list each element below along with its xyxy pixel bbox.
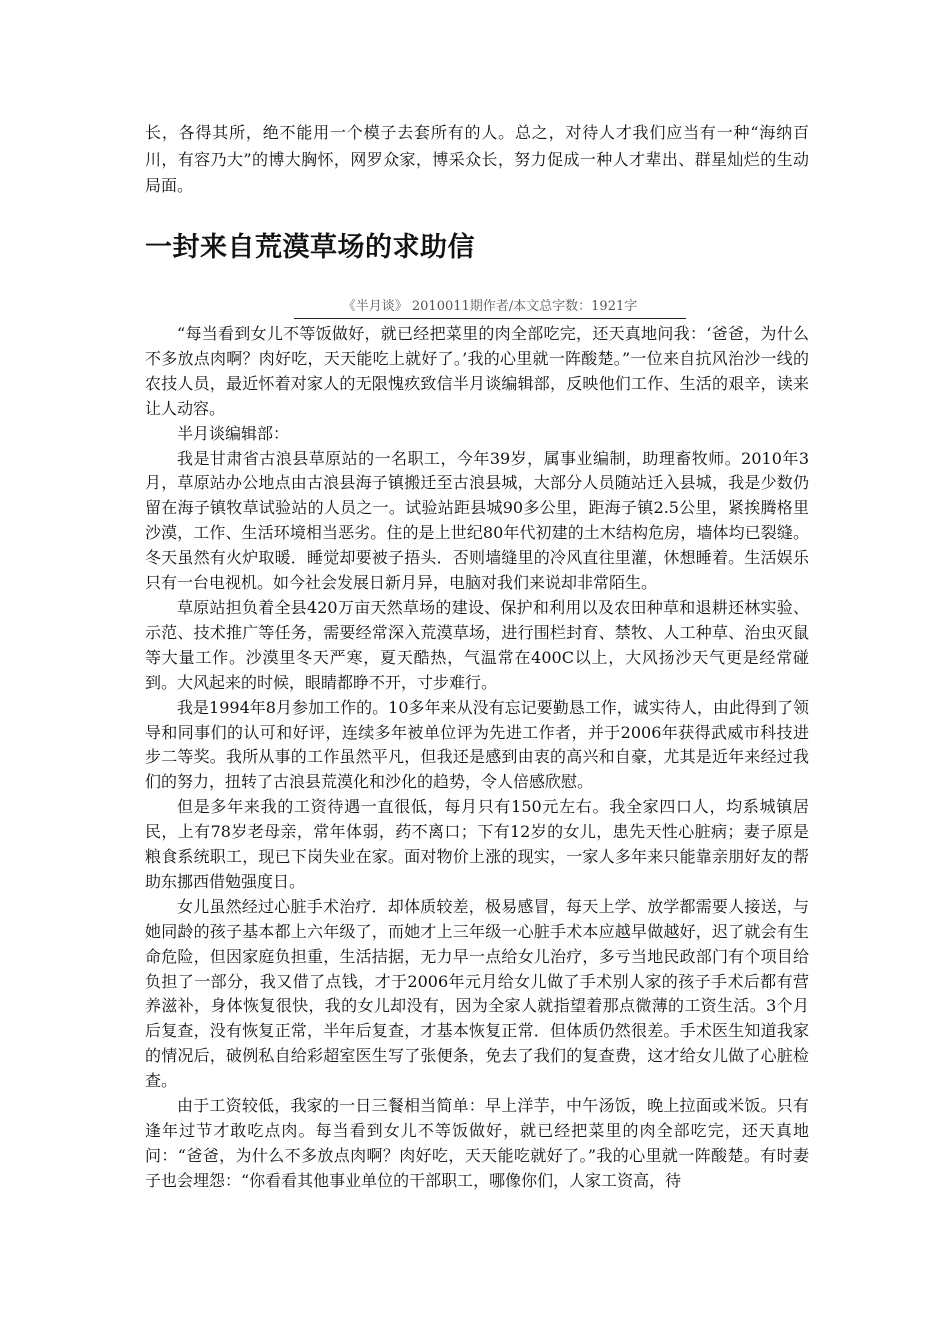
intro-paragraph: 长，各得其所，绝不能用一个模子去套所有的人。总之，对待人才我们应当有一种“海纳百川，有容乃大”的博大胸怀，网罗众家，博采众长，努力促成一种人才辈出、群星灿烂的生动局面。: [145, 123, 809, 195]
body-paragraph: 草原站担负着全县420万亩天然草场的建设、保护和利用以及农田种草和退耕还林实验、示范、技术推广等任务，需要经常深入荒漠草场，进行围栏封育、禁牧、人工种草、治虫灭鼠等大量工作。沙漠里冬天严寒，夏天酷热，气温常在400C以上，大风扬沙天气更是经常碰到。大风起来的时候，眼睛都睁不开，寸步难行。: [145, 597, 809, 692]
salutation: 半月谈编辑部：: [177, 423, 290, 443]
body-paragraph: 女儿虽然经过心脏手术治疗．却体质较差，极易感冒，每天上学、放学都需要人接送，与她同龄的孩子基本都上六年级了，而她才上三年级一心脏手术本应越早做越好，迟了就会有生命危险，但因家庭负担重，生活拮据，无力早一点给女儿治疗，多亏当地民政部门有个项目给负担了一部分，我又借了点钱，才于2006年元月给女儿做了手术别人家的孩子手术后都有营养滋补，身体恢复很快，我的女儿却没有，因为全家人就指望着那点微薄的工资生活。3个月后复查，没有恢复正常，半年后复查，才基本恢复正常．但体质仍然很差。手术医生知道我家的情况后，破例私自给彩超室医生写了张便条，免去了我们的复查费，这才给女儿做了心脏检查。: [145, 896, 809, 1091]
article-byline: 《半月谈》 2010011期作者/本文总字数：1921字: [294, 297, 686, 319]
body-paragraph: 我是甘肃省古浪县草原站的一名职工，今年39岁，属事业编制，助理畜牧师。2010年3月，草原站办公地点由古浪县海子镇搬迁至古浪县城，大部分人员随站迁入县城，我是少数仍留在海子镇牧草试验站的人员之一。试验站距县城90多公里，距海子镇2.5公里，紧挨腾格里沙漠，工作、生活环境相当恶劣。住的是上世纪80年代初建的土木结构危房，墙体均已裂缝。冬天虽然有火炉取暖．睡觉却要被子捂头．否则墙缝里的冷风直往里灌，休想睡着。生活娱乐只有一台电视机。如今社会发展日新月异，电脑对我们来说却非常陌生。: [145, 448, 809, 593]
body-paragraph: 由于工资较低，我家的一日三餐相当简单：早上洋芋，中午汤饭，晚上拉面或米饭。只有逢年过节才敢吃点肉。每当看到女儿不等饭做好，就已经把菜里的肉全部吃完，还天真地问：“爸爸，为什么不多放点肉啊？肉好吃，天天能吃就好了。”我的心里就一阵酸楚。有时妻子也会埋怨：“你看看其他事业单位的干部职工，哪像你们，人家工资高，待: [145, 1096, 809, 1190]
article-title: 一封来自荒漠草场的求助信: [145, 232, 475, 263]
body-paragraph: 但是多年来我的工资待遇一直很低，每月只有150元左右。我全家四口人，均系城镇居民，上有78岁老母亲，常年体弱，药不离口；下有12岁的女儿，患先天性心脏病；妻子原是粮食系统职工，现已下岗失业在家。面对物价上涨的现实，一家人多年来只能靠亲朋好友的帮助东挪西借勉强度日。: [145, 797, 809, 891]
article-body: [145, 322, 809, 1194]
body-paragraph: 我是1994年8月参加工作的。10多年来从没有忘记要勤恳工作，诚实待人，由此得到了领导和同事们的认可和好评，连续多年被单位评为先进工作者，并于2006年获得武威市科技进步二等奖。我所从事的工作虽然平凡，但我还是感到由衷的高兴和自豪，尤其是近年来经过我们的努力，扭转了古浪县荒漠化和沙化的趋势，令人倍感欣慰。: [145, 697, 809, 792]
body-paragraph: “每当看到女儿不等饭做好，就已经把菜里的肉全部吃完，还天真地问我：‘爸爸，为什么不多放点肉啊？肉好吃，天天能吃上就好了。’我的心里就一阵酸楚。”一位来自抗风治沙一线的农技人员，最近怀着对家人的无限愧疚致信半月谈编辑部，反映他们工作、生活的艰辛，读来让人动容。: [145, 324, 809, 418]
